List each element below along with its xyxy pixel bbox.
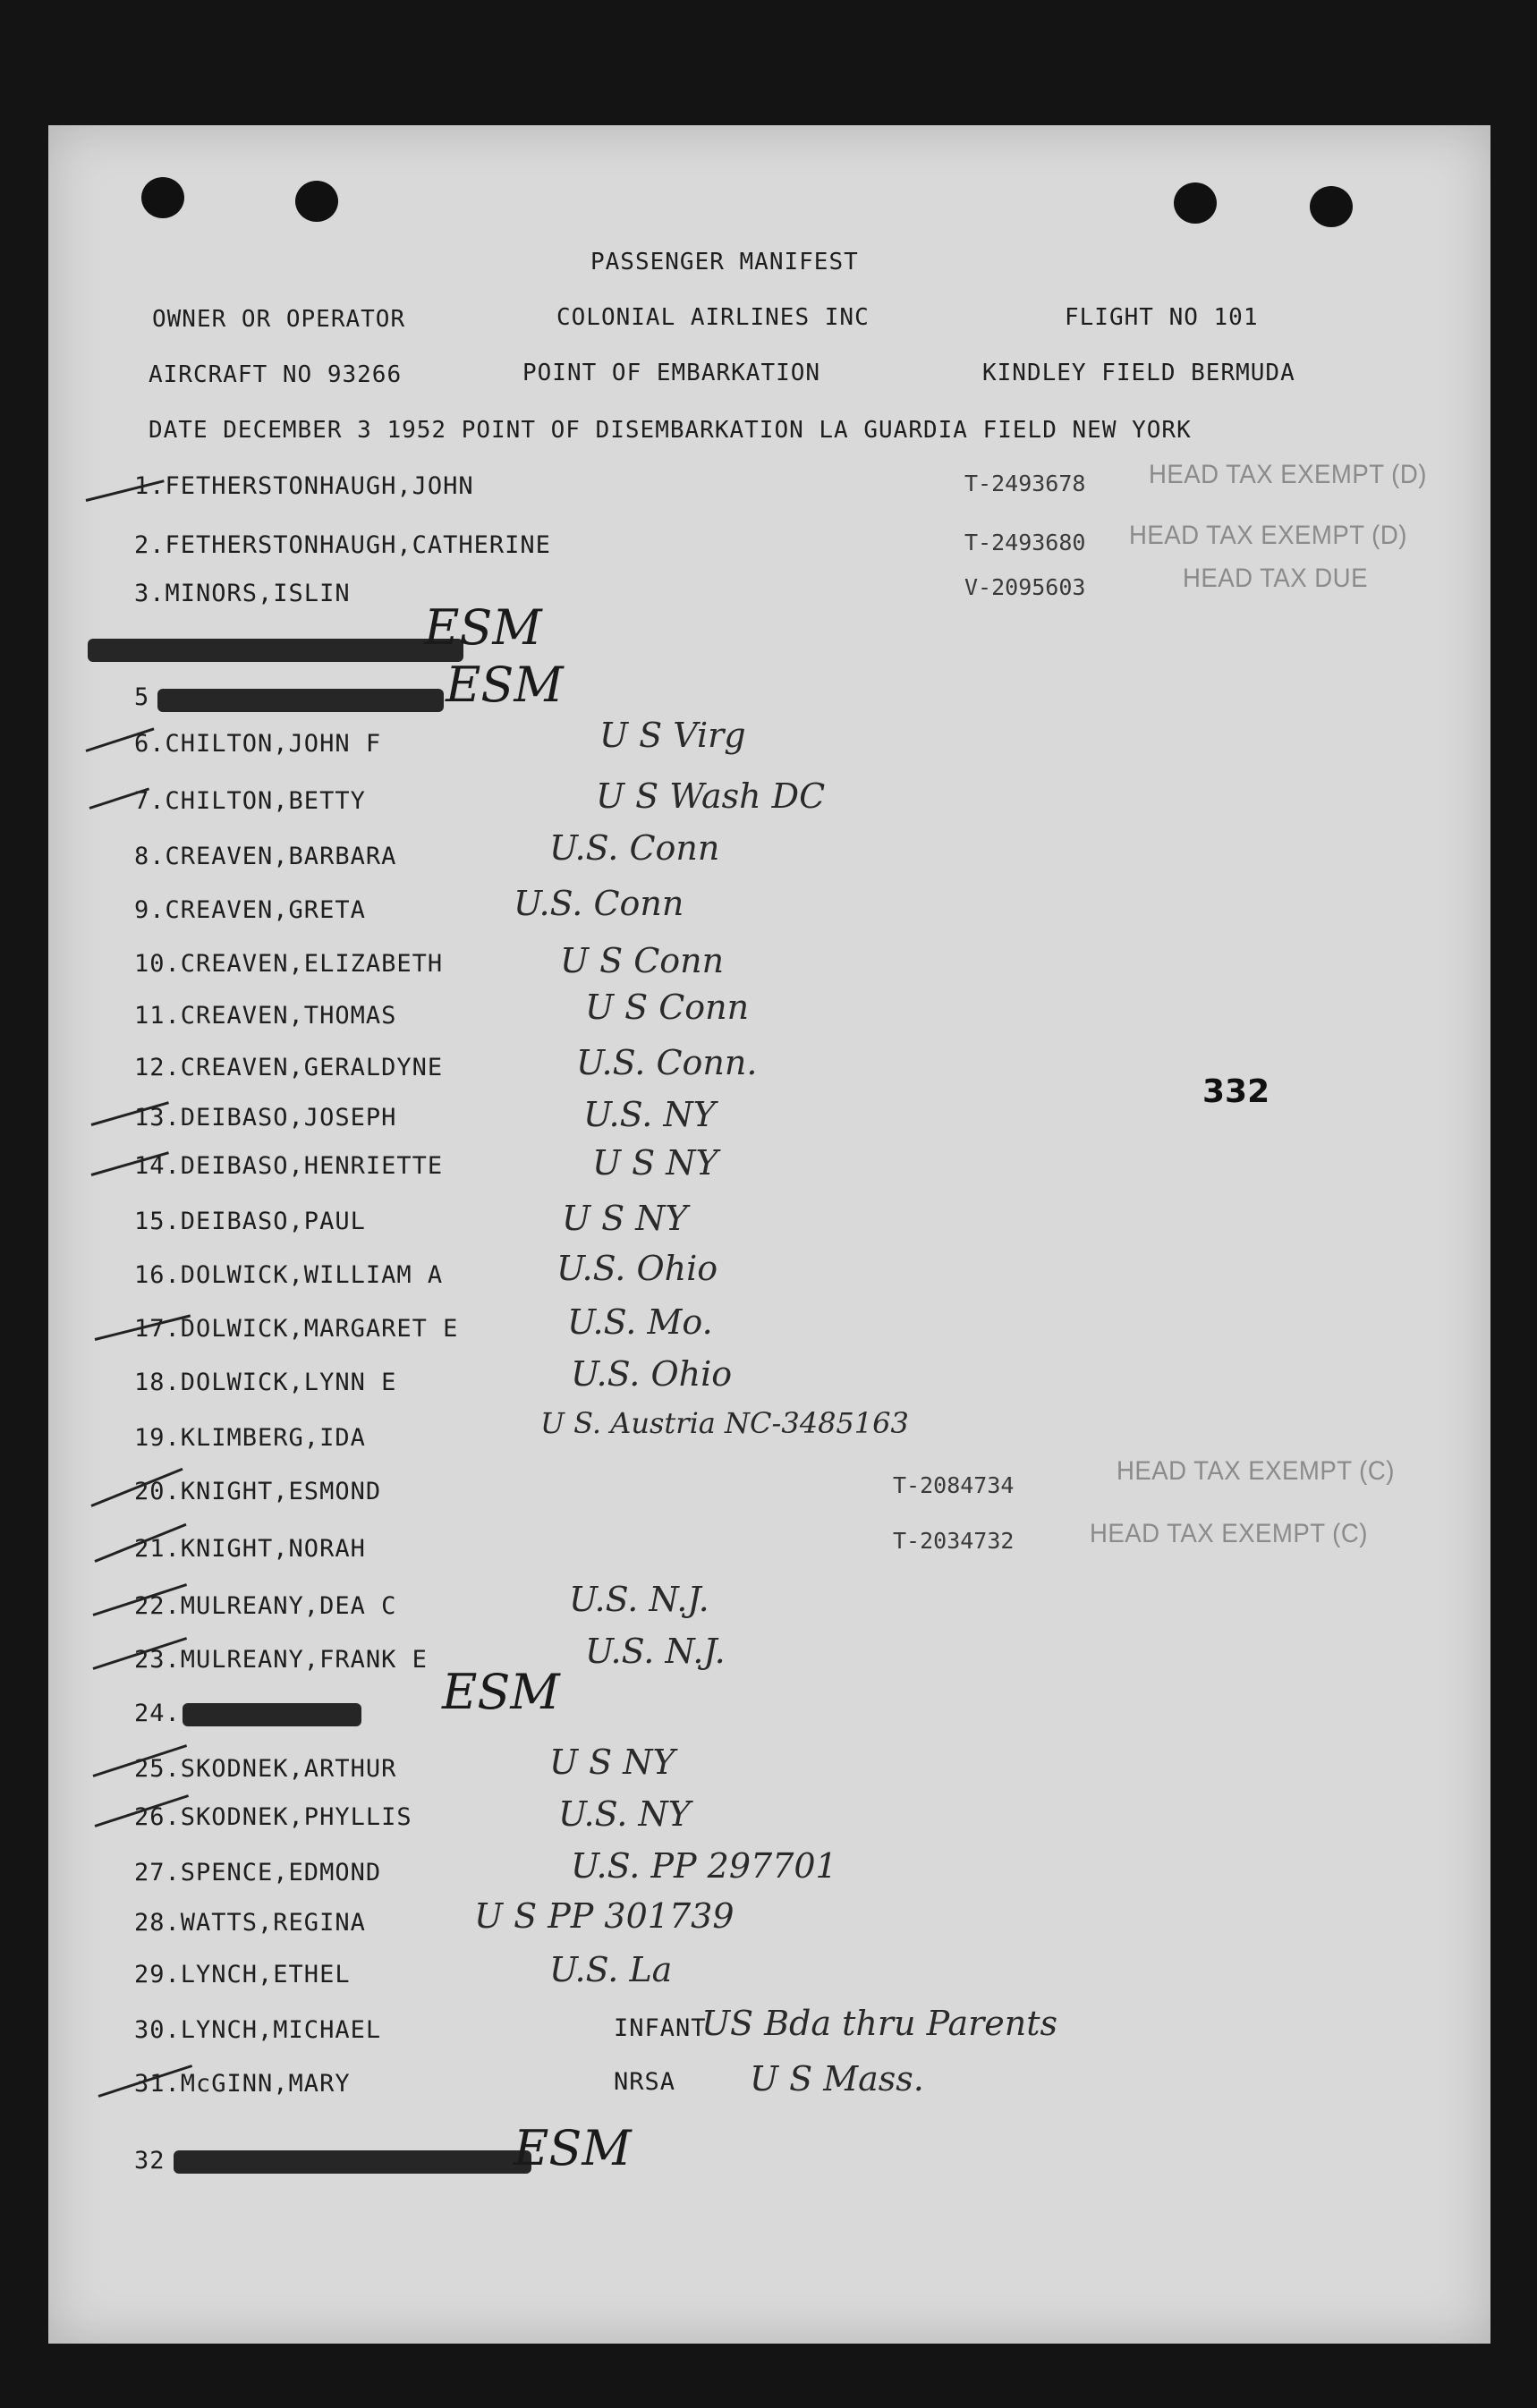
passenger-line: 22.MULREANY,DEA C xyxy=(134,1592,397,1620)
redaction-mark xyxy=(183,1703,361,1726)
passenger-line: 20.KNIGHT,ESMOND xyxy=(134,1478,382,1505)
passenger-line: 30.LYNCH,MICHAEL xyxy=(134,2016,382,2044)
handwritten-note: U.S. Ohio xyxy=(556,1249,718,1288)
handwritten-note: U S Conn xyxy=(560,941,725,980)
handwritten-note: U S Mass. xyxy=(750,2059,924,2099)
embarkation-value: KINDLEY FIELD BERMUDA xyxy=(982,360,1295,386)
infant-note: INFANT xyxy=(614,2014,707,2042)
head-tax-stamp: HEAD TAX EXEMPT (C) xyxy=(1090,1519,1368,1548)
passenger-line: 7.CHILTON,BETTY xyxy=(134,787,366,815)
head-tax-stamp: HEAD TAX EXEMPT (D) xyxy=(1149,460,1427,489)
ticket-number: T-2084734 xyxy=(893,1472,1015,1498)
handwritten-note: U S PP 301739 xyxy=(474,1896,735,1936)
passenger-line: 3.MINORS,ISLIN xyxy=(134,580,351,607)
handwritten-note: U S NY xyxy=(549,1742,675,1782)
passenger-line: 28.WATTS,REGINA xyxy=(134,1909,366,1937)
handwritten-note: U.S. NY xyxy=(583,1095,716,1134)
passenger-line: 23.MULREANY,FRANK E xyxy=(134,1646,428,1674)
passenger-line: 32 xyxy=(134,2147,166,2175)
passenger-line: 14.DEIBASO,HENRIETTE xyxy=(134,1152,444,1180)
passenger-line: 29.LYNCH,ETHEL xyxy=(134,1961,351,1988)
head-tax-stamp: HEAD TAX EXEMPT (C) xyxy=(1117,1456,1395,1486)
passenger-line: 27.SPENCE,EDMOND xyxy=(134,1859,382,1887)
handwritten-note: U.S. Conn xyxy=(514,884,684,923)
embarkation-label: POINT OF EMBARKATION xyxy=(522,360,821,386)
handwritten-initials: ESM xyxy=(442,1664,560,1720)
passenger-line: 21.KNIGHT,NORAH xyxy=(134,1535,366,1563)
punch-hole xyxy=(141,177,184,218)
handwritten-note: U S Virg xyxy=(599,716,746,755)
flight-number: FLIGHT NO 101 xyxy=(1065,304,1259,331)
handwritten-note: U.S. La xyxy=(549,1950,673,1989)
passenger-line: 24. xyxy=(134,1700,181,1727)
handwritten-note: U.S. Conn. xyxy=(576,1043,758,1082)
handwritten-note: U S. Austria NC-3485163 xyxy=(540,1406,909,1440)
head-tax-stamp: HEAD TAX EXEMPT (D) xyxy=(1129,521,1407,550)
nrsa-note: NRSA xyxy=(614,2068,676,2096)
passenger-line: 18.DOLWICK,LYNN E xyxy=(134,1369,397,1396)
handwritten-note: U.S. NY xyxy=(558,1794,691,1834)
punch-hole xyxy=(295,181,338,222)
handwritten-note: US Bda thru Parents xyxy=(701,2004,1057,2043)
handwritten-note: U S NY xyxy=(592,1143,718,1183)
handwritten-initials: ESM xyxy=(424,599,542,656)
redaction-mark xyxy=(88,639,463,662)
passenger-line: 12.CREAVEN,GERALDYNE xyxy=(134,1054,444,1081)
ticket-number: T-2493678 xyxy=(964,471,1086,496)
handwritten-note: U S NY xyxy=(562,1199,688,1238)
aircraft-number: AIRCRAFT NO 93266 xyxy=(149,361,403,388)
punch-hole xyxy=(1174,182,1217,224)
owner-label: OWNER OR OPERATOR xyxy=(152,306,406,333)
handwritten-note: U.S. N.J. xyxy=(569,1580,709,1619)
passenger-line: 6.CHILTON,JOHN F xyxy=(134,730,382,758)
ticket-number: V-2095603 xyxy=(964,574,1086,600)
passenger-line: 11.CREAVEN,THOMAS xyxy=(134,1002,397,1030)
handwritten-initials: ESM xyxy=(514,2120,632,2176)
passenger-line: 9.CREAVEN,GRETA xyxy=(134,896,366,924)
passenger-line: 2.FETHERSTONHAUGH,CATHERINE xyxy=(134,531,551,559)
head-tax-stamp: HEAD TAX DUE xyxy=(1183,564,1368,593)
manifest-sheet xyxy=(48,125,1490,2344)
passenger-line: 13.DEIBASO,JOSEPH xyxy=(134,1104,397,1132)
passenger-line: 25.SKODNEK,ARTHUR xyxy=(134,1755,397,1783)
handwritten-note: U S Conn xyxy=(585,988,750,1027)
redaction-mark xyxy=(174,2150,531,2174)
ticket-number: T-2493680 xyxy=(964,530,1086,555)
handwritten-note: U.S. PP 297701 xyxy=(571,1846,837,1886)
handwritten-note: U.S. Ohio xyxy=(571,1354,733,1394)
page-number: 332 xyxy=(1202,1073,1270,1110)
manifest-title: PASSENGER MANIFEST xyxy=(590,249,859,276)
owner-value: COLONIAL AIRLINES INC xyxy=(556,304,870,331)
passenger-line: 31.McGINN,MARY xyxy=(134,2070,351,2098)
punch-hole xyxy=(1310,186,1353,227)
handwritten-note: U.S. N.J. xyxy=(585,1632,726,1671)
passenger-line: 15.DEIBASO,PAUL xyxy=(134,1208,366,1235)
date-line: DATE DECEMBER 3 1952 POINT OF DISEMBARKATION LA GUARDIA FIELD NEW YORK xyxy=(149,417,1192,444)
passenger-line: 17.DOLWICK,MARGARET E xyxy=(134,1315,459,1343)
ticket-number: T-2034732 xyxy=(893,1528,1015,1554)
passenger-line: 16.DOLWICK,WILLIAM A xyxy=(134,1261,444,1289)
passenger-line: 19.KLIMBERG,IDA xyxy=(134,1424,366,1452)
handwritten-initials: ESM xyxy=(446,657,564,713)
passenger-line: 26.SKODNEK,PHYLLIS xyxy=(134,1803,412,1831)
redaction-mark xyxy=(157,689,444,712)
passenger-line: 8.CREAVEN,BARBARA xyxy=(134,843,397,870)
handwritten-note: U.S. Mo. xyxy=(567,1302,713,1342)
passenger-line: 5 xyxy=(134,683,150,711)
passenger-line: 1.FETHERSTONHAUGH,JOHN xyxy=(134,472,474,500)
handwritten-note: U.S. Conn xyxy=(549,828,720,868)
handwritten-note: U S Wash DC xyxy=(596,776,826,816)
passenger-line: 10.CREAVEN,ELIZABETH xyxy=(134,950,444,978)
